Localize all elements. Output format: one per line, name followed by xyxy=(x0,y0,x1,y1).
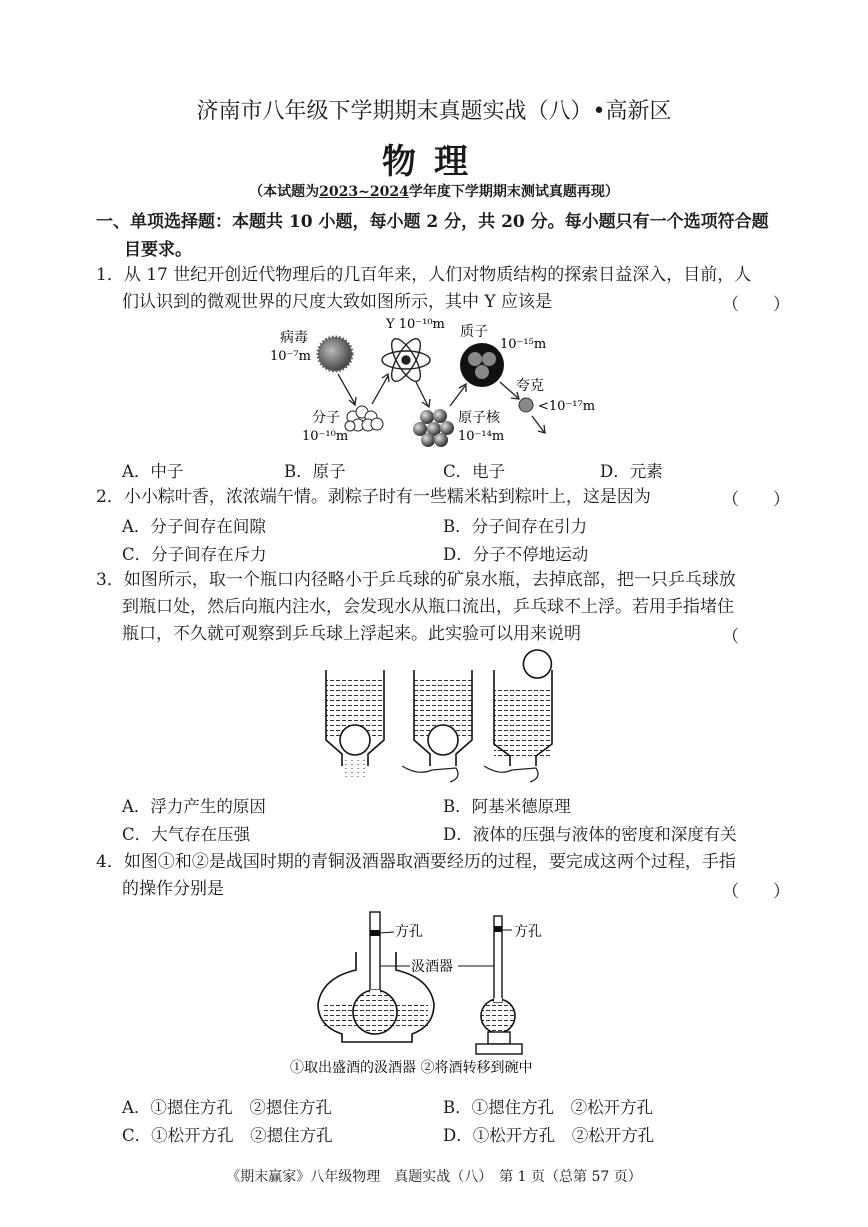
page-footer: 《期末赢家》八年级物理 真题实战（八） 第 1 页（总第 57 页） xyxy=(226,1169,642,1185)
bottle-3 xyxy=(484,650,552,782)
nucleus-image xyxy=(413,409,454,447)
q1-option-a: A．中子 xyxy=(122,462,184,481)
q1-line-2: 们认识到的微观世界的尺度大致如图所示，其中 Y 应该是 xyxy=(122,292,553,312)
q4-wine-dispenser-figure xyxy=(270,908,610,1080)
nucleus-size: 10⁻¹⁴m xyxy=(458,429,505,444)
atom-image xyxy=(382,335,430,386)
q1-option-d: D．元素 xyxy=(600,462,663,481)
proton-label: 质子 xyxy=(460,324,488,340)
molecule-image xyxy=(345,406,383,431)
bottle-1 xyxy=(326,670,384,780)
section-line-2: 目要求。 xyxy=(124,240,192,260)
hole-pointer-1 xyxy=(380,932,394,933)
q1-microscale-figure xyxy=(260,312,600,452)
q2-option-d: D．分子不停地运动 xyxy=(443,545,589,564)
q4-line-2: 的操作分别是 xyxy=(122,879,224,899)
quark-size: <10⁻¹⁷m xyxy=(538,399,596,414)
y-label: Y 10⁻¹⁰m xyxy=(386,317,445,332)
q2-line-1: 2．小小粽叶香，浓浓端午情。剥粽子时有一些糯米粘到粽叶上，这是因为 xyxy=(96,487,651,507)
q4-option-c: C．①松开方孔 ②摁住方孔 xyxy=(122,1126,333,1145)
q3-line-3: 瓶口，不久就可观察到乒乓球上浮起来。此实验可以用来说明 xyxy=(122,624,581,644)
note-suffix: 学年度下学期期末测试真题再现） xyxy=(408,184,619,200)
q3-answer-paren: （ xyxy=(722,627,739,647)
quark-image xyxy=(519,398,533,412)
virus-image xyxy=(318,337,352,371)
section-heading xyxy=(96,208,769,264)
exam-title: 济南市八年级下学期期末真题实战（八）•高新区 xyxy=(196,99,672,124)
q1-answer-paren: （ ） xyxy=(722,295,790,315)
note-prefix: （本试题为 xyxy=(249,184,320,200)
note-years: 2023~2024 xyxy=(319,184,409,200)
q2-option-b: B．分子间存在引力 xyxy=(443,517,588,536)
molecule-label: 分子 xyxy=(312,410,340,426)
exam-note xyxy=(0,181,868,201)
virus-label: 病毒 xyxy=(280,330,308,346)
q3-option-b: B．阿基米德原理 xyxy=(443,797,571,816)
q1-option-c: C．电子 xyxy=(443,462,506,481)
quark-label: 夸克 xyxy=(516,378,544,394)
q4-answer-paren: （ ） xyxy=(722,882,790,902)
q3-option-c: C．大气存在压强 xyxy=(122,825,251,844)
hole-label-2: 方孔 xyxy=(514,924,542,940)
q4-option-b: B．①摁住方孔 ②松开方孔 xyxy=(443,1098,654,1117)
proton-size: 10⁻¹⁵m xyxy=(500,337,547,352)
q3-pingpong-figure xyxy=(300,648,560,788)
virus-size: 10⁻⁷m xyxy=(270,349,311,364)
hole-label-1: 方孔 xyxy=(395,924,423,940)
section-line-1: 一、单项选择题：本题共 10 小题，每小题 2 分，共 20 分。每小题只有一个选项符合题 xyxy=(96,212,769,232)
q3-line-2: 到瓶口处，然后向瓶内注水，会发现水从瓶口流出，乒乓球不上浮。若用手指堵住 xyxy=(122,597,734,617)
q1-option-b: B．原子 xyxy=(284,462,346,481)
q2-answer-paren: （ ） xyxy=(722,490,790,510)
q3-option-a: A．浮力产生的原因 xyxy=(122,797,266,816)
q2-option-c: C．分子间存在斥力 xyxy=(122,545,267,564)
molecule-size: 10⁻¹⁰m xyxy=(302,429,349,444)
bottle-2 xyxy=(402,670,472,782)
proton-image xyxy=(460,343,504,387)
q2-option-a: A．分子间存在间隙 xyxy=(122,517,266,536)
device-label: 汲酒器 xyxy=(411,959,453,975)
q3-line-1: 3．如图所示，取一个瓶口内径略小于乒乓球的矿泉水瓶，去掉底部，把一只乒乓球放 xyxy=(96,570,736,590)
q4-option-a: A．①摁住方孔 ②摁住方孔 xyxy=(122,1098,332,1117)
subject-heading: 物理 xyxy=(382,142,486,182)
nucleus-label: 原子核 xyxy=(458,410,500,426)
q3-option-d: D．液体的压强与液体的密度和深度有关 xyxy=(443,825,737,844)
q4-option-d: D．①松开方孔 ②松开方孔 xyxy=(443,1126,655,1145)
figure-caption: ①取出盛酒的汲酒器 ②将酒转移到碗中 xyxy=(290,1060,533,1076)
q1-line-1: 1．从 17 世纪开创近代物理后的几百年来，人们对物质结构的探索日益深入，目前，人 xyxy=(96,265,752,285)
q4-line-1: 4．如图①和②是战国时期的青铜汲酒器取酒要经历的过程，要完成这两个过程，手指 xyxy=(96,852,736,872)
